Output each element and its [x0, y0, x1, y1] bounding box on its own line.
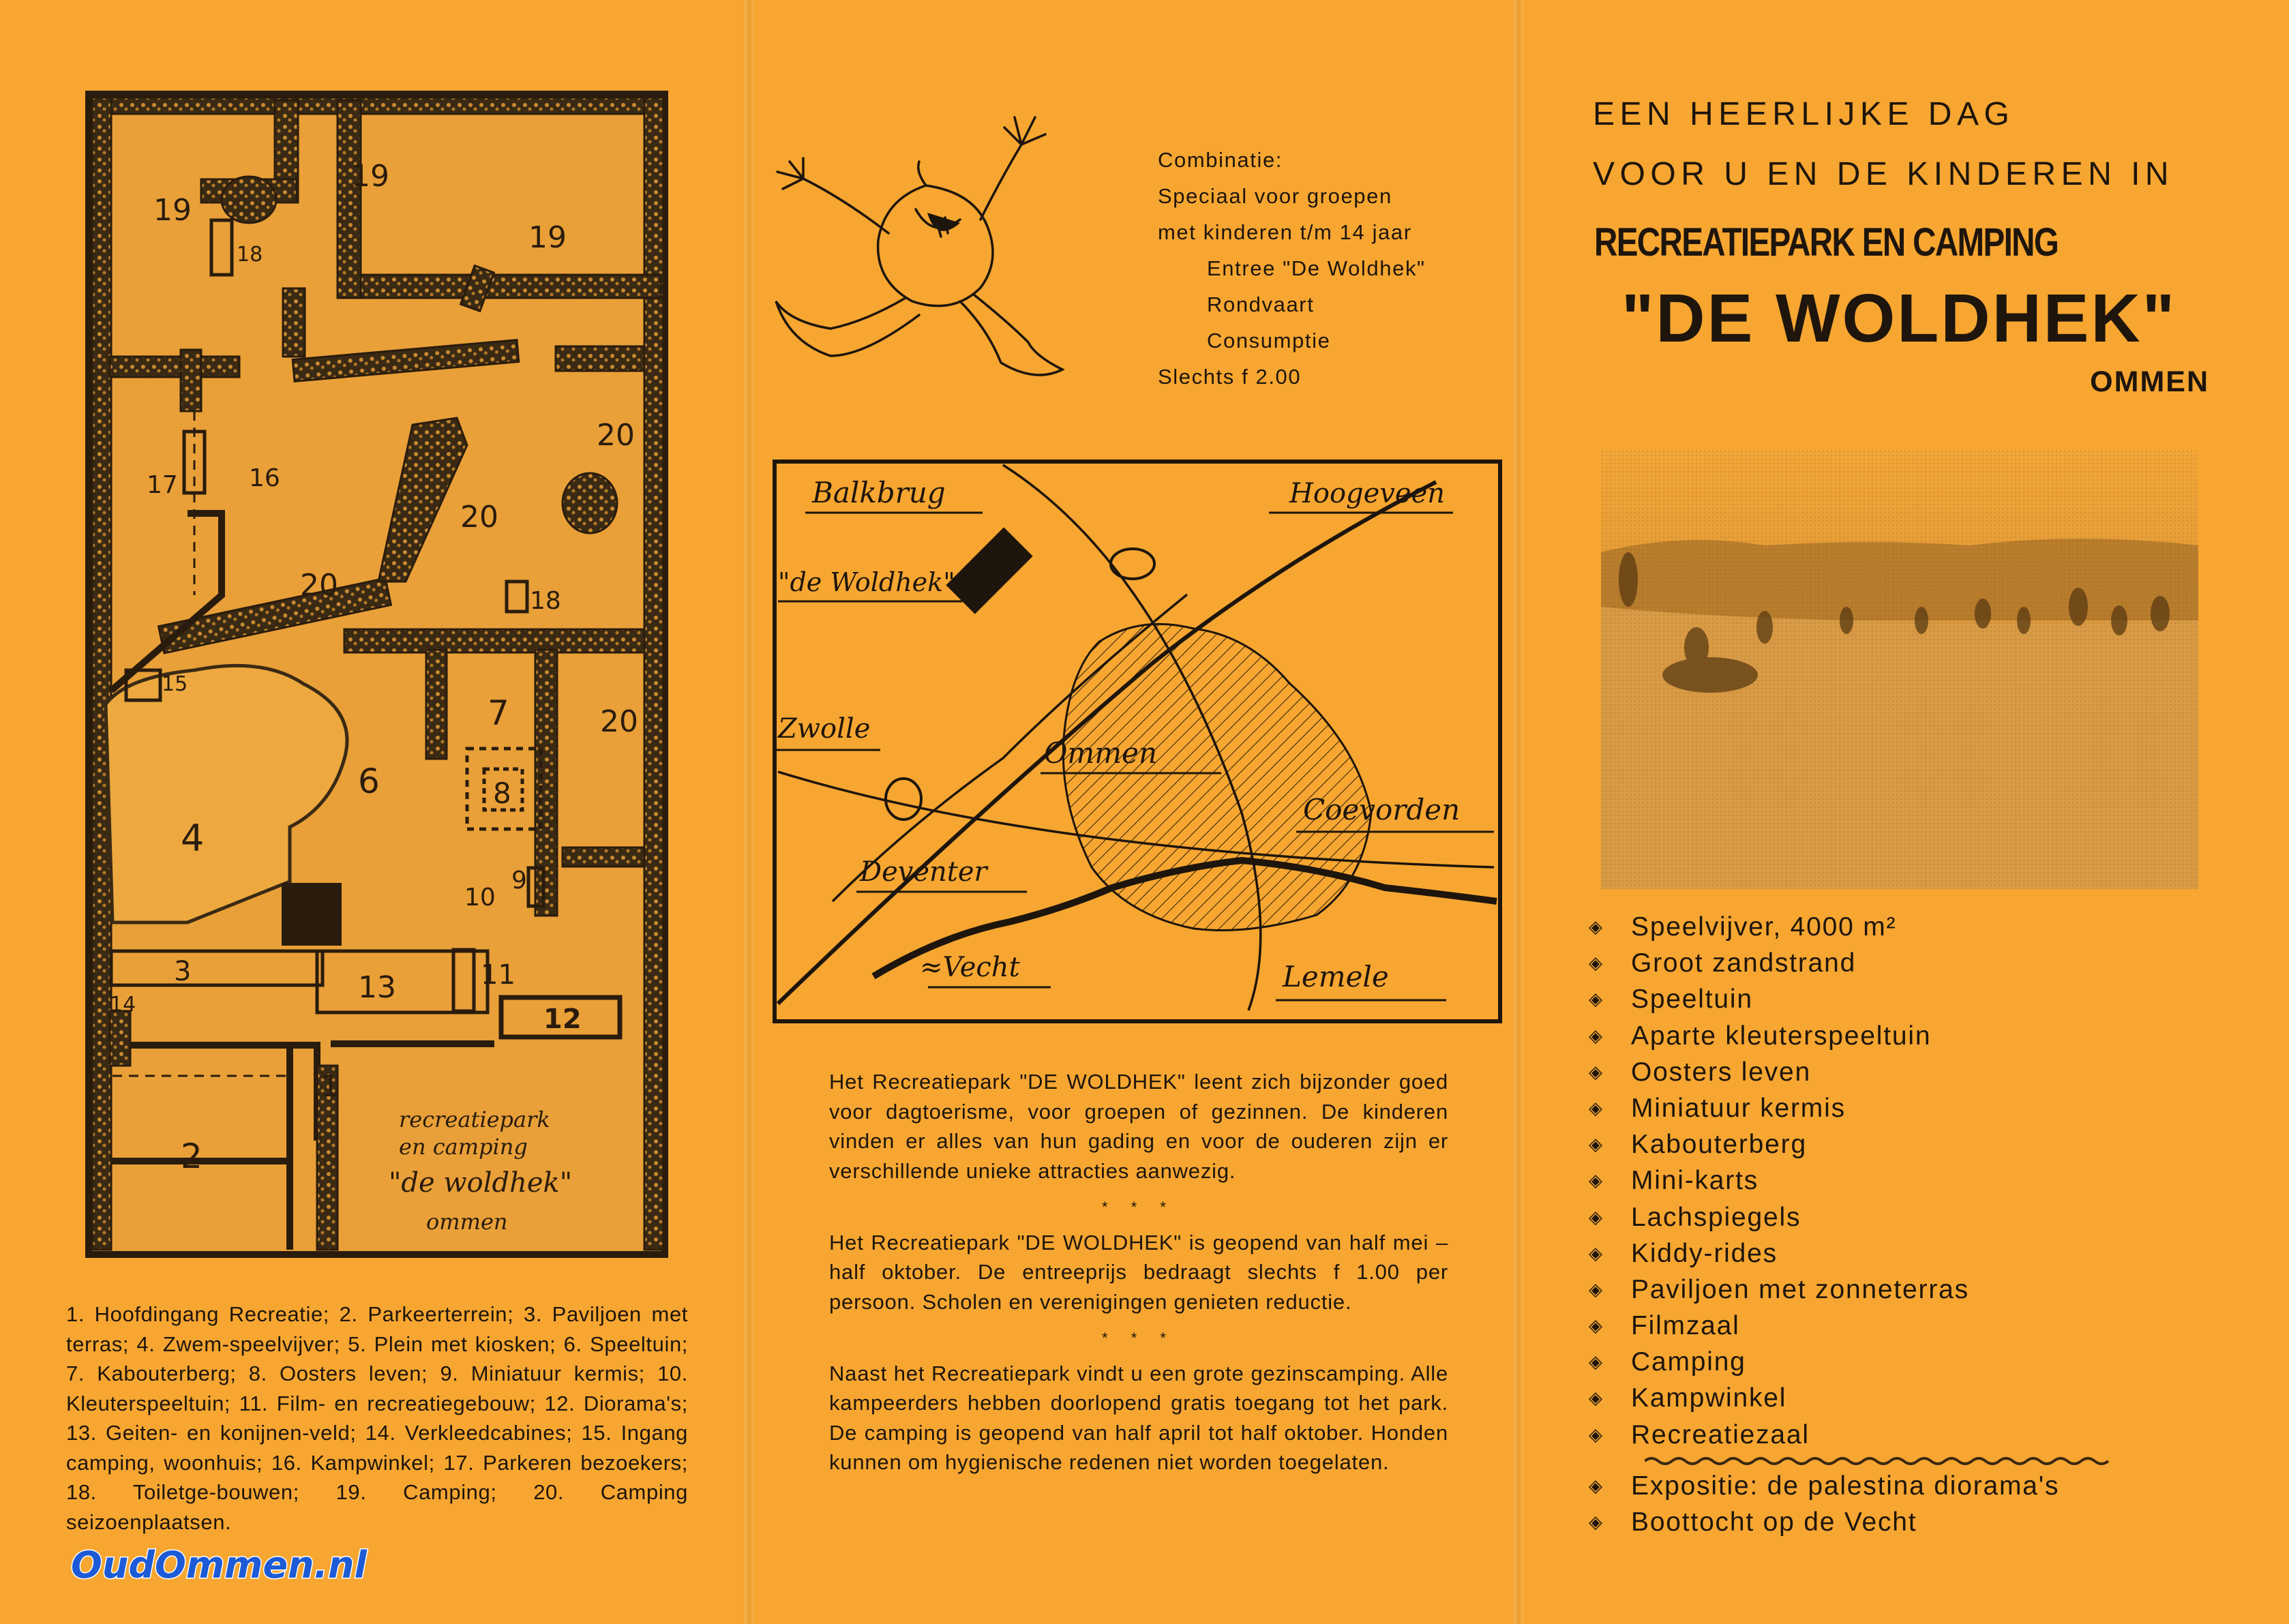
place-label: ≈Vecht	[920, 952, 1020, 983]
plan-label: 20	[597, 418, 635, 453]
feature-item: ◈ Miniatuur kermis	[1589, 1090, 1969, 1126]
diamond-bullet-icon: ◈	[1589, 1242, 1604, 1263]
offer-line: Consumptie	[1207, 329, 1331, 352]
site-plan-legend: 1. Hoofdingang Recreatie; 2. Parkeerterrein; 3. Paviljoen met terras; 4. Zwem-speelvijver; 5. Plein met kiosken; 6. Speeltuin; 7. Kabouterberg; 8. Oosters leven; 9. Miniatuur kermis; 10. Kleuterspeeltuin; 11. Film- en recreatiegebouw; 12. Diorama's; 13. Geiten- en konijnen-veld; 14. Verkleedcabines; 15. Ingang camping, woonhuis; 16. Kampwinkel; 17. Parkeren bezoekers; 18. Toiletge-bouwen; 19. Camping; 20. Camping seizoenplaatsen.	[66, 1302, 688, 1534]
fold-line-right	[1514, 0, 1523, 1624]
feature-item: ◈ Kiddy-rides	[1589, 1235, 1969, 1272]
diamond-bullet-icon: ◈	[1589, 1512, 1604, 1533]
offer-line: met kinderen t/m 14 jaar	[1158, 220, 1412, 244]
beach-photo	[1601, 450, 2198, 889]
offer-line: Speciaal voor groepen	[1158, 184, 1392, 208]
plan-label: 2	[181, 1137, 203, 1176]
diamond-bullet-icon: ◈	[1589, 1315, 1604, 1336]
offer-line: Combinatie:	[1158, 148, 1283, 172]
plan-label: 14	[110, 993, 136, 1017]
ornamental-divider	[1645, 1456, 2115, 1467]
cover-place: OMMEN	[2090, 365, 2209, 398]
plan-label: 15	[162, 672, 188, 696]
plan-label: 10	[464, 884, 496, 912]
plan-label: 16	[249, 464, 280, 492]
offer-line: Rondvaart	[1207, 292, 1315, 316]
diamond-bullet-icon: ◈	[1589, 952, 1604, 974]
diamond-bullet-icon: ◈	[1589, 1278, 1604, 1299]
feature-item: ◈ Speeltuin	[1589, 981, 1969, 1017]
feature-item: ◈ Lachspiegels	[1589, 1199, 1969, 1235]
feature-item: ◈ Filmzaal	[1589, 1308, 1969, 1344]
diamond-bullet-icon: ◈	[1589, 1387, 1604, 1409]
place-label: Ommen	[1044, 736, 1157, 770]
place-label: Balkbrug	[812, 476, 946, 509]
plan-label: 17	[147, 471, 178, 499]
group-offer-box	[1158, 142, 1426, 395]
description-paragraph: Het Recreatiepark "DE WOLDHEK" is geopend van half mei – half oktober. De entreeprijs bedraagt slechts f 1.00 per persoon. Scholen en verenigingen genieten reductie.	[829, 1230, 1448, 1314]
diamond-bullet-icon: ◈	[1589, 1351, 1604, 1372]
feature-item: ◈ Camping	[1589, 1344, 1969, 1380]
diamond-bullet-icon: ◈	[1589, 1206, 1604, 1227]
diamond-bullet-icon: ◈	[1589, 1134, 1604, 1155]
feature-list-extra	[1589, 1468, 2059, 1540]
plan-handwritten-note: recreatiepark	[399, 1107, 550, 1132]
place-label: Zwolle	[778, 713, 871, 745]
cover-title: "DE WOLDHEK"	[1621, 280, 2177, 357]
plan-label: 20	[300, 568, 338, 603]
plan-label: 9	[511, 867, 527, 894]
plan-handwritten-note: ommen	[426, 1209, 508, 1235]
plan-label: 12	[543, 1004, 582, 1035]
route-map	[771, 458, 1503, 1025]
cover-heading-line: EEN HEERLIJKE DAG	[1593, 96, 2015, 132]
feature-item: ◈ Aparte kleuterspeeltuin	[1589, 1018, 1969, 1054]
cover-subtitle: RECREATIEPARK EN CAMPING	[1594, 220, 2059, 265]
feature-item: ◈ Speelvijver, 4000 m²	[1589, 909, 1969, 945]
diamond-bullet-icon: ◈	[1589, 1097, 1604, 1118]
diamond-bullet-icon: ◈	[1589, 1061, 1604, 1082]
diamond-bullet-icon: ◈	[1589, 1170, 1604, 1191]
cover-heading-line: VOOR U EN DE KINDEREN IN	[1593, 156, 2174, 192]
plan-label: 19	[351, 159, 389, 194]
offer-line: Entree "De Woldhek"	[1207, 256, 1426, 280]
plan-label: 7	[488, 693, 509, 733]
place-label: Deventer	[860, 856, 987, 888]
feature-item: ◈ Boottocht op de Vecht	[1589, 1504, 2059, 1540]
plan-label: 11	[481, 959, 515, 991]
oudommen-watermark-logo	[67, 1539, 409, 1587]
plan-label: 8	[493, 777, 511, 810]
feature-item: ◈ Recreatiezaal	[1589, 1417, 1969, 1453]
diamond-bullet-icon: ◈	[1589, 989, 1604, 1010]
svg-text:OudOmmen.nl: OudOmmen.nl	[71, 1544, 367, 1587]
plan-label: 19	[528, 220, 567, 255]
diamond-bullet-icon: ◈	[1589, 1424, 1604, 1445]
plan-label: 6	[358, 762, 380, 801]
plan-handwritten-note: en camping	[399, 1134, 528, 1160]
cover-heading	[1593, 85, 2174, 205]
offer-price: Slechts f 2.00	[1158, 365, 1302, 389]
plan-handwritten-note: "de woldhek"	[389, 1167, 573, 1199]
feature-item: ◈ Mini-karts	[1589, 1162, 1969, 1199]
plan-label: 1	[320, 1069, 340, 1104]
feature-list	[1589, 909, 1969, 1453]
plan-label: 4	[181, 817, 205, 860]
feature-item: ◈ Kabouterberg	[1589, 1126, 1969, 1162]
feature-item: ◈ Groot zandstrand	[1589, 945, 1969, 981]
plan-label: 18	[530, 587, 561, 615]
description-paragraph: Naast het Recreatiepark vindt u een grote gezinscamping. Alle kampeerders hebben doorlopend gratis toegang tot het park. De camping is geopend van half april tot half oktober. Honden kunnen om hygienische redenen niet worden toegelaten.	[829, 1361, 1448, 1474]
place-label: "de Woldhek"	[778, 567, 955, 597]
site-plan-map	[85, 91, 668, 1258]
plan-label: 13	[358, 970, 396, 1005]
separator-stars: * * *	[1102, 1329, 1176, 1347]
feature-item: ◈ Kampwinkel	[1589, 1380, 1969, 1416]
plan-label: 19	[153, 193, 192, 228]
plan-label: 18	[237, 243, 263, 267]
plan-label: 3	[174, 956, 192, 987]
place-label: Lemele	[1283, 960, 1389, 993]
feature-item: ◈ Paviljoen met zonneterras	[1589, 1272, 1969, 1308]
mascot-drawing	[762, 97, 1080, 411]
plan-label: 20	[460, 500, 498, 535]
separator-stars: * * *	[1102, 1199, 1176, 1216]
plan-label: 20	[600, 704, 638, 739]
place-label: Hoogeveen	[1289, 478, 1446, 509]
feature-item: ◈ Oosters leven	[1589, 1054, 1969, 1090]
diamond-bullet-icon: ◈	[1589, 916, 1604, 937]
diamond-bullet-icon: ◈	[1589, 1475, 1604, 1496]
feature-item: ◈ Expositie: de palestina diorama's	[1589, 1468, 2059, 1504]
place-label: Coevorden	[1303, 793, 1461, 826]
fold-line-left	[745, 0, 754, 1624]
diamond-bullet-icon: ◈	[1589, 1025, 1604, 1046]
description-text	[829, 1067, 1448, 1477]
description-paragraph: Het Recreatiepark "DE WOLDHEK" leent zich bijzonder goed voor dagtoerisme, voor groepen of gezinnen. De kinderen vinden er alles van hun gading en voor de ouderen zijn er verschillende unieke attracties aanwezig.	[829, 1070, 1448, 1183]
